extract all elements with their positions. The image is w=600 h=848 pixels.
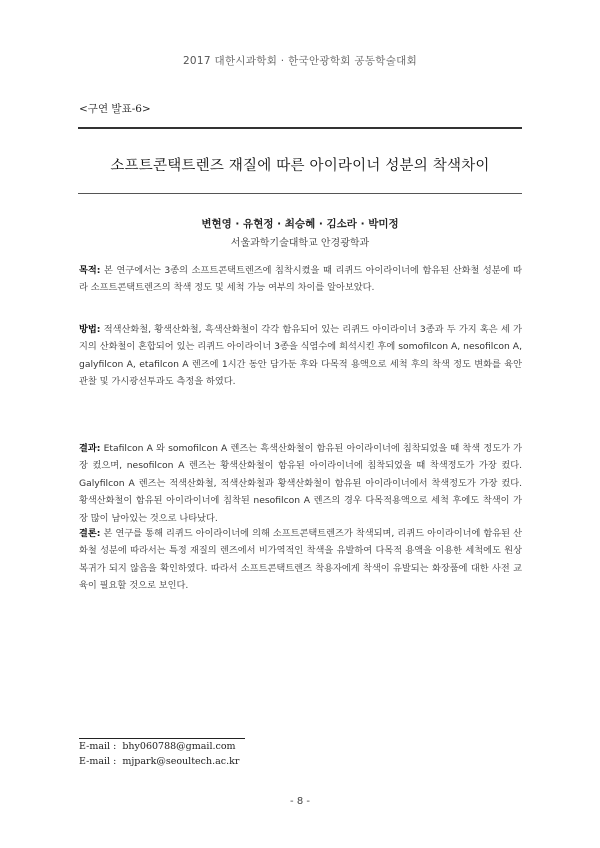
- section-methods-label: 방법:: [79, 324, 101, 335]
- page-number: - 8 -: [290, 796, 310, 807]
- footnote-email-2: E-mail : mjpark@seoultech.ac.kr: [79, 756, 240, 767]
- section-results-text: Etafilcon A 와 somofilcon A 렌즈는 흑색산화철이 함유된 아이라이너에 침착되었을 때 착색 정도가 가장 컸으며, nesofilcon A 렌즈는 황색산화철이 함유된 아이라이너에 침착되었을 때 착색정도가 가장 컸다. Galyfilcon A 렌즈는 적색산화철, 적색산화철과 황색산화철이 함유된 아이라이너에서 착색정도가 가장 컸다. 황색산화철이 함유된 아이라이너에 침착된 nesofilcon A 렌즈의 경우 다목적용액으로 세척 후에도 착색이 가장 많이 남아있는 것으로 나타났다.: [79, 443, 522, 524]
- section-results-label: 결과:: [79, 443, 101, 454]
- affiliation: 서울과학기술대학교 안경광학과: [230, 238, 370, 249]
- section-purpose-text: 본 연구에서는 3종의 소프트콘택트렌즈에 침착시켰을 때 리퀴드 아이라이너에 함유된 산화철 성분에 따라 소프트콘택트렌즈의 착색 정도 및 세척 가능 여부의 차이를 알아보았다.: [79, 265, 522, 294]
- running-header: 2017 대한시과학회 · 한국안광학회 공동학술대회: [182, 55, 418, 67]
- section-methods-text: 적색산화철, 황색산화철, 흑색산화철이 각각 함유되어 있는 리퀴드 아이라이너 3종과 두 가지 혹은 세 가지의 산화철이 혼합되어 있는 리퀴드 아이라이너 3종을 식염수에 희석시킨 후에 somofilcon A, nesofilcon A, galyfilcon A, etafilcon A 렌즈에 1시간 동안 담가둔 후와 다목적 용액으로 세척 후의 착색 정도 변화를 육안 관찰 및 가시광선투과도 측정을 하였다.: [79, 324, 522, 388]
- section-purpose: [79, 262, 522, 297]
- section-results: [79, 440, 522, 527]
- title-box: [78, 127, 522, 194]
- section-conclusion-text: 본 연구를 통해 리퀴드 아이라이너에 의해 소프트콘택트렌즈가 착색되며, 리퀴드 아이라이너에 함유된 산화철 성분에 따라서는 특정 재질의 렌즈에서 비가역적인 착색을 유발하여 다목적 용액을 이용한 세척에도 원상복귀가 되지 않음을 확인하였다. 따라서 소프트콘택트렌즈 착용자에게 착색이 유발되는 화장품에 대한 사전 교육이 필요할 것으로 보인다.: [79, 528, 522, 592]
- section-conclusion-label: 결론:: [79, 528, 101, 539]
- footnote-divider: [79, 738, 245, 739]
- session-label: <구연 발표-6>: [79, 103, 151, 115]
- section-conclusion: [79, 525, 522, 595]
- paper-title: 소프트콘택트렌즈 재질에 따른 아이라이너 성분의 착색차이: [110, 158, 490, 174]
- footnote-email-1: E-mail : bhy060788@gmail.com: [79, 741, 236, 752]
- authors: 변현영 · 유현정 · 최승혜 · 김소라 · 박미정: [201, 218, 399, 230]
- section-methods: [79, 321, 522, 391]
- section-purpose-label: 목적:: [79, 265, 101, 276]
